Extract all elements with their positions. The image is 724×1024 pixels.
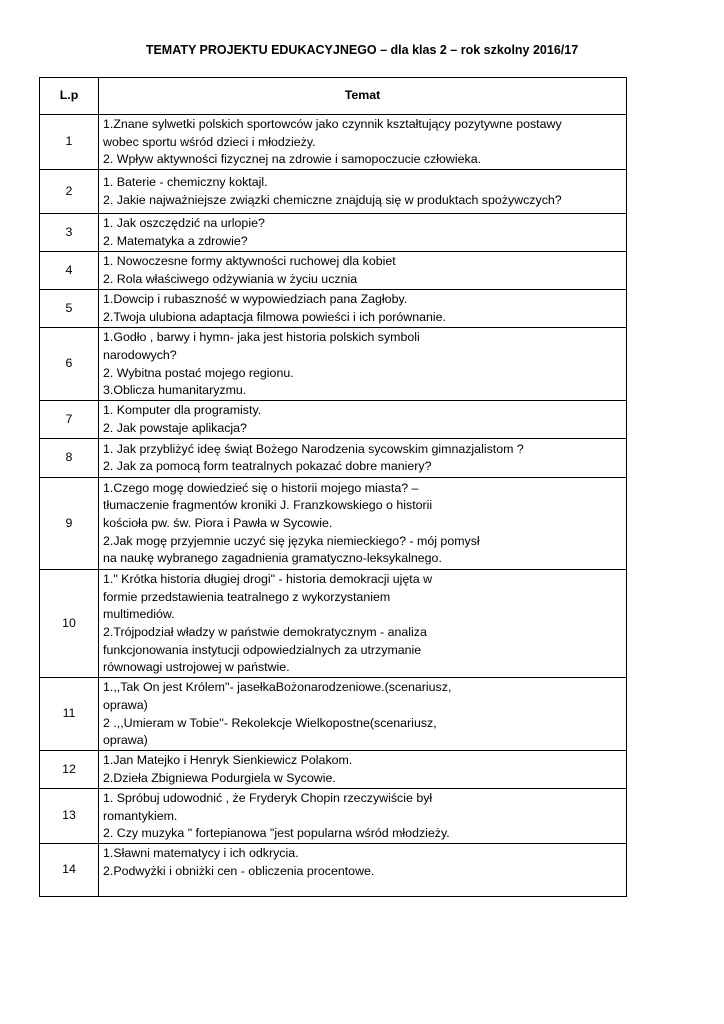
topic-line: 1.,,Tak On jest Królem''- jasełkaBożonarodzeniowe.(scenariusz, [103, 680, 452, 695]
topic-line: 2. Czy muzyka " fortepianowa "jest popularna wśród młodzieży. [103, 826, 450, 841]
table-row [40, 477, 627, 569]
table-row [40, 750, 627, 788]
table-row [40, 328, 627, 401]
topic-line: 1. Jak przybliżyć ideę świąt Bożego Narodzenia sycowskim gimnazjalistom ? [103, 441, 524, 456]
topic-line: 2.Twoja ulubiona adaptacja filmowa powieści i ich porównanie. [103, 310, 447, 325]
topic-line: 2. Wybitna postać mojego regionu. [103, 365, 294, 380]
topic-line: formie przedstawienia teatralnego z wykorzystaniem [103, 589, 391, 604]
table-header-row [40, 78, 627, 115]
row-topic [99, 400, 627, 438]
topic-line: 1.Czego mogę dowiedzieć się o historii mojego miasta? – [103, 480, 419, 495]
row-topic [99, 750, 627, 788]
table-row [40, 400, 627, 438]
row-topic [99, 788, 627, 843]
header-number: L.p [40, 78, 99, 115]
row-number: 5 [40, 290, 99, 328]
topic-line: na naukę wybranego zagadnienia gramatyczno-leksykalnego. [103, 551, 442, 566]
row-topic [99, 438, 627, 477]
topic-line: 2.Jak mogę przyjemnie uczyć się języka niemieckiego? - mój pomysł [103, 533, 480, 548]
row-topic [99, 115, 627, 170]
topic-line: multimediów. [103, 607, 175, 622]
topic-line: 2.Trójpodział władzy w państwie demokratycznym - analiza [103, 625, 427, 640]
table-row [40, 844, 627, 897]
row-topic [99, 477, 627, 569]
row-topic [99, 844, 627, 897]
topic-line: 1. Baterie - chemiczny koktajl. [103, 175, 268, 190]
topic-line: oprawa) [103, 697, 148, 712]
table-row [40, 252, 627, 290]
row-number: 10 [40, 569, 99, 677]
table-row [40, 438, 627, 477]
table-row [40, 290, 627, 328]
row-number: 8 [40, 438, 99, 477]
topic-line: 1.Jan Matejko i Henryk Sienkiewicz Polakom. [103, 753, 353, 768]
table-body [40, 115, 627, 897]
row-number: 11 [40, 678, 99, 751]
table-row [40, 170, 627, 214]
table-row [40, 788, 627, 843]
topic-line: równowagi ustrojowej w państwie. [103, 660, 290, 675]
table-row [40, 115, 627, 170]
topic-line: 1. Komputer dla programisty. [103, 403, 262, 418]
topic-line: 1.Znane sylwetki polskich sportowców jako czynnik kształtujący pozytywne postawy [103, 117, 562, 131]
topic-line: kościoła pw. św. Piora i Pawła w Sycowie. [103, 516, 333, 531]
row-number: 7 [40, 400, 99, 438]
topics-table [39, 77, 627, 897]
page-title: TEMATY PROJEKTU EDUKACYJNEGO – dla klas 2 – rok szkolny 2016/17 [145, 43, 579, 57]
topic-line: oprawa) [103, 733, 148, 748]
row-number: 13 [40, 788, 99, 843]
table-row [40, 214, 627, 252]
row-topic [99, 678, 627, 751]
row-number: 12 [40, 750, 99, 788]
topic-line: 2. Jakie najważniejsze związki chemiczne znajdują się w produktach spożywczych? [103, 193, 562, 208]
row-topic [99, 252, 627, 290]
topic-line: romantykiem. [103, 808, 178, 823]
topic-line: 1.Dowcip i rubaszność w wypowiedziach pana Zagłoby. [103, 292, 408, 307]
topic-line: 2. Rola właściwego odżywiania w życiu ucznia [103, 272, 358, 287]
row-number: 2 [40, 170, 99, 214]
topic-line: 2. Jak powstaje aplikacja? [103, 420, 247, 435]
row-number: 3 [40, 214, 99, 252]
topic-line: 1. Nowoczesne formy aktywności ruchowej dla kobiet [103, 254, 396, 269]
topic-line: 2.Podwyżki i obniżki cen - obliczenia procentowe. [103, 863, 375, 878]
row-number: 9 [40, 477, 99, 569]
header-topic: Temat [99, 78, 627, 115]
topic-line: 3.Oblicza humanitaryzmu. [103, 383, 247, 398]
topic-line: 2.Dzieła Zbigniewa Podurgiela w Sycowie. [103, 770, 336, 785]
table-row [40, 569, 627, 677]
topic-line: 2. Wpływ aktywności fizycznej na zdrowie i samopoczucie człowieka. [103, 152, 482, 167]
row-number: 1 [40, 115, 99, 170]
topic-line: narodowych? [103, 347, 177, 362]
topic-line: wobec sportu wśród dzieci i młodzieży. [103, 134, 316, 149]
row-topic [99, 170, 627, 214]
row-topic [99, 569, 627, 677]
topic-line: tłumaczenie fragmentów kroniki J. Franzkowskiego o historii [103, 498, 433, 513]
topic-line: 1. Spróbuj udowodnić , że Fryderyk Chopin rzeczywiście był [103, 790, 433, 805]
row-topic [99, 214, 627, 252]
row-number: 4 [40, 252, 99, 290]
topic-line: funkcjonowania instytucji odpowiedzialnych za utrzymanie [103, 642, 422, 657]
topic-line: 1." Krótka historia długiej drogi" - historia demokracji ujęta w [103, 571, 433, 586]
topic-line: 2 .,,Umieram w Tobie''- Rekolekcje Wielkopostne(scenariusz, [103, 715, 437, 730]
table-row [40, 678, 627, 751]
topic-line: 2. Jak za pomocą form teatralnych pokazać dobre maniery? [103, 459, 432, 474]
row-topic [99, 328, 627, 401]
topic-line: 1. Jak oszczędzić na urlopie? [103, 216, 265, 231]
row-topic [99, 290, 627, 328]
row-number: 14 [40, 844, 99, 897]
row-number: 6 [40, 328, 99, 401]
topic-line: 1.Sławni matematycy i ich odkrycia. [103, 846, 299, 861]
topic-line: 2. Matematyka a zdrowie? [103, 234, 248, 249]
topic-line: 1.Godło , barwy i hymn- jaka jest historia polskich symboli [103, 330, 420, 345]
